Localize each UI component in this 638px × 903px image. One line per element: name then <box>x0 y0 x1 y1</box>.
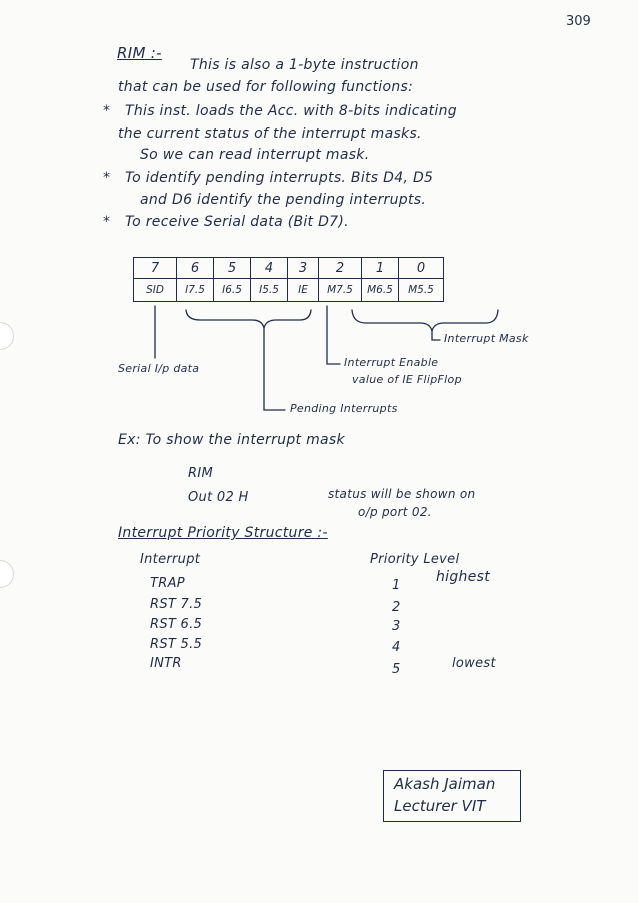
priority-row-name: INTR <box>150 656 182 671</box>
bit-number: 2 <box>319 258 362 279</box>
ie-flipflop-label: value of IE FlipFlop <box>352 373 462 386</box>
priority-row-level: 1 <box>392 578 401 593</box>
heading-rim: RIM :- <box>117 44 162 62</box>
priority-row-name: RST 5.5 <box>150 637 203 652</box>
bit-label-m75: M7.5 <box>319 279 362 302</box>
interrupt-mask-label: Interrupt Mask <box>444 332 529 345</box>
intro-line-2: that can be used for following functions: <box>118 79 414 95</box>
bullet-2-line-2: and D6 identify the pending interrupts. <box>140 192 427 208</box>
mask-pointer-line <box>432 331 440 340</box>
signature-title: Lecturer VIT <box>394 797 486 815</box>
bit-label-m55: M5.5 <box>399 279 444 302</box>
priority-row-level: 4 <box>392 640 401 655</box>
priority-lowest-note: lowest <box>452 656 496 671</box>
bit-number: 4 <box>251 258 288 279</box>
bit-label-m65: M6.5 <box>362 279 399 302</box>
bit-number: 5 <box>214 258 251 279</box>
intro-line-1: This is also a 1-byte instruction <box>190 57 419 73</box>
bit-number: 6 <box>177 258 214 279</box>
priority-column-interrupt: Interrupt <box>140 552 201 567</box>
bullet-1-line-2: the current status of the interrupt masks. <box>118 126 422 142</box>
priority-row-name: RST 6.5 <box>150 617 203 632</box>
priority-title: Interrupt Priority Structure :- <box>118 525 328 541</box>
bit-label-i75: I7.5 <box>177 279 214 302</box>
priority-row-level: 5 <box>392 662 401 677</box>
bullet-1-line-1: This inst. loads the Acc. with 8-bits indicating <box>125 103 457 119</box>
page-number: 309 <box>566 14 591 29</box>
bit-label-sid: SID <box>134 279 177 302</box>
bit-label-i55: I5.5 <box>251 279 288 302</box>
priority-column-level: Priority Level <box>370 552 460 567</box>
serial-input-label: Serial I/p data <box>118 362 200 375</box>
bullet-2-line-1: To identify pending interrupts. Bits D4, D5 <box>125 170 434 186</box>
example-code-out: Out 02 H <box>188 490 249 505</box>
bullet-1-line-3: So we can read interrupt mask. <box>140 147 370 163</box>
priority-row-level: 3 <box>392 619 401 634</box>
bit-number: 1 <box>362 258 399 279</box>
bit-label-ie: IE <box>288 279 319 302</box>
ie-pointer-line <box>327 306 340 364</box>
bit-number: 3 <box>288 258 319 279</box>
priority-row-name: RST 7.5 <box>150 597 203 612</box>
priority-highest-note: highest <box>436 569 491 585</box>
interrupt-enable-label: Interrupt Enable <box>344 356 439 369</box>
bullet-mark: * <box>103 103 111 119</box>
pending-pointer-line <box>264 328 285 410</box>
signature-name: Akash Jaiman <box>394 775 496 793</box>
priority-row-name: TRAP <box>150 576 185 591</box>
mask-brace <box>352 310 498 331</box>
example-note-line-2: o/p port 02. <box>358 505 432 519</box>
pending-interrupts-label: Pending Interrupts <box>290 402 398 415</box>
bit-number: 0 <box>399 258 444 279</box>
bit-label-i65: I6.5 <box>214 279 251 302</box>
bullet-3-line-1: To receive Serial data (Bit D7). <box>125 214 349 230</box>
example-note-line-1: status will be shown on <box>328 487 476 501</box>
bullet-mark: * <box>103 170 111 186</box>
priority-row-level: 2 <box>392 600 401 615</box>
bullet-mark: * <box>103 214 111 230</box>
bit-number: 7 <box>134 258 177 279</box>
example-label: Ex: To show the interrupt mask <box>118 432 345 448</box>
example-code-rim: RIM <box>188 466 213 481</box>
pending-brace <box>186 310 311 328</box>
signature-box <box>383 770 521 822</box>
